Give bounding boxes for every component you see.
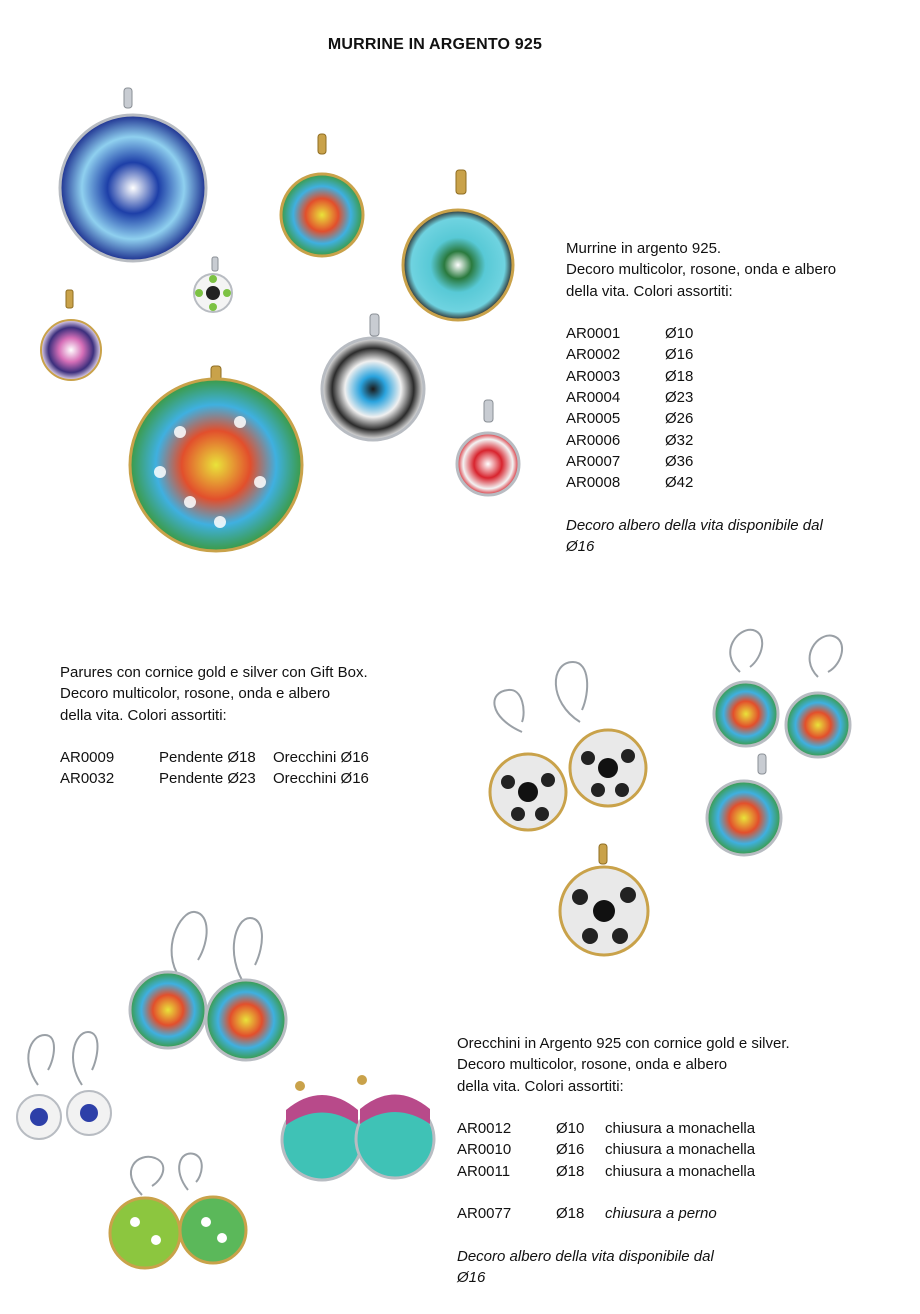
- closure-type: chiusura a perno: [605, 1205, 717, 1223]
- list-item: [566, 387, 836, 408]
- description-line: della vita. Colori assortiti:: [457, 1077, 624, 1095]
- product-code: AR0009: [60, 749, 115, 767]
- list-item: [566, 451, 836, 472]
- list-item: [457, 1161, 790, 1182]
- pendant-size: Pendente Ø23: [159, 770, 256, 788]
- description-line: della vita. Colori assortiti:: [566, 282, 733, 300]
- product-size: Ø16: [665, 346, 694, 364]
- product-code: AR0004: [566, 389, 621, 407]
- availability-note-size: Ø16: [566, 538, 595, 556]
- product-code: AR0005: [566, 410, 621, 428]
- list-item: [566, 323, 836, 344]
- product-size: Ø18: [665, 367, 694, 385]
- product-size: Ø23: [665, 389, 694, 407]
- product-code: AR0003: [566, 367, 621, 385]
- list-item: [60, 768, 369, 789]
- pendant-size: Pendente Ø18: [159, 749, 256, 767]
- earrings-size: Orecchini Ø16: [273, 749, 369, 767]
- product-size: Ø26: [665, 410, 694, 428]
- product-size: Ø16: [556, 1141, 585, 1159]
- description-line: Parures con cornice gold e silver con Gift Box.: [60, 664, 368, 681]
- closure-type: chiusura a monachella: [605, 1120, 756, 1138]
- product-code: AR0011: [457, 1162, 511, 1180]
- product-size: Ø42: [665, 474, 694, 492]
- product-code: AR0010: [457, 1141, 512, 1159]
- closure-type: chiusura a monachella: [605, 1162, 756, 1180]
- earrings-size: Orecchini Ø16: [273, 770, 369, 788]
- list-item: [566, 344, 836, 365]
- product-code: AR0001: [566, 325, 621, 343]
- product-code: AR0007: [566, 452, 621, 470]
- product-code: AR0006: [566, 431, 621, 449]
- list-item: [60, 747, 369, 768]
- earrings-photo: [10, 900, 450, 1280]
- product-code: AR0008: [566, 474, 621, 492]
- product-size: Ø32: [665, 431, 694, 449]
- closure-type: chiusura a monachella: [605, 1141, 756, 1159]
- availability-note: Decoro albero della vita disponibile dal: [566, 516, 823, 534]
- parures-photo: [478, 622, 878, 967]
- list-item: [566, 366, 836, 387]
- list-item: [457, 1203, 790, 1224]
- product-size: Ø18: [556, 1162, 585, 1180]
- product-size: Ø10: [665, 325, 694, 343]
- description-line: Decoro multicolor, rosone, onda e albero: [60, 685, 331, 703]
- list-item: [566, 430, 836, 451]
- product-code: AR0012: [457, 1120, 512, 1138]
- product-code: AR0032: [60, 770, 115, 788]
- product-size: Ø18: [556, 1205, 585, 1223]
- description-line: Murrine in argento 925.: [566, 240, 722, 257]
- product-code: AR0077: [457, 1205, 512, 1223]
- list-item: [566, 472, 836, 493]
- product-code: AR0002: [566, 346, 621, 364]
- list-item: [457, 1139, 790, 1160]
- description-line: della vita. Colori assortiti:: [60, 706, 227, 724]
- product-size: Ø36: [665, 452, 694, 470]
- list-item: [457, 1118, 790, 1139]
- description-line: Decoro multicolor, rosone, onda e albero: [566, 261, 837, 279]
- pendants-photo: [30, 82, 550, 572]
- pendants-description: [566, 238, 836, 557]
- parures-description: [60, 662, 369, 790]
- pendant-codes-list: [566, 323, 836, 493]
- description-line: Orecchini in Argento 925 con cornice gold e silver.: [457, 1035, 790, 1052]
- list-item: [566, 408, 836, 429]
- product-size: Ø10: [556, 1120, 585, 1138]
- description-line: Decoro multicolor, rosone, onda e albero: [457, 1056, 728, 1074]
- availability-note-size: Ø16: [457, 1269, 486, 1287]
- availability-note: Decoro albero della vita disponibile dal: [457, 1247, 714, 1265]
- page-title: MURRINE IN ARGENTO 925: [327, 36, 543, 53]
- earrings-description: [457, 1033, 790, 1289]
